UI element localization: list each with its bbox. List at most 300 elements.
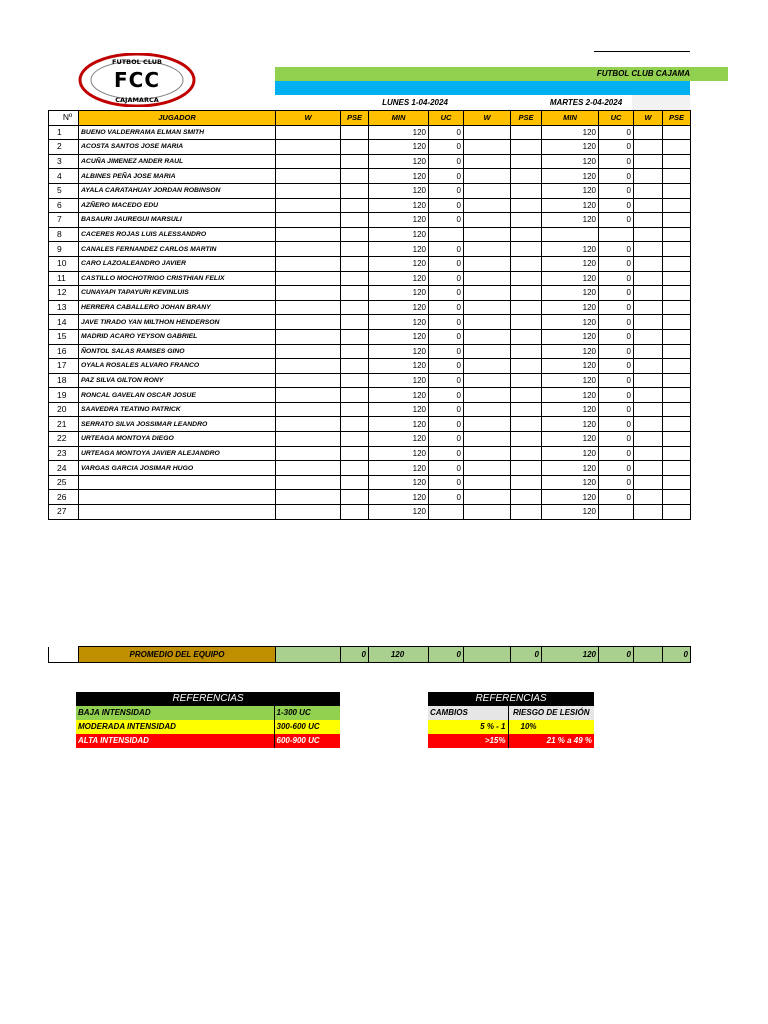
min-day2-cell: 120 [542,402,599,417]
pse-day1-cell [341,402,369,417]
club-title: FUTBOL CLUB CAJAMA [596,69,690,78]
average-w-day2 [464,647,511,663]
min-day1-cell: 120 [369,169,429,184]
table-row [49,475,691,490]
average-pse-day3: 0 [663,647,691,663]
w-day3-cell [634,227,663,242]
player-number: 11 [49,271,79,286]
min-day1-cell: 120 [369,183,429,198]
risk-header-row [428,706,594,720]
pse-day1-cell [341,242,369,257]
min-day2-cell: 120 [542,388,599,403]
pse-day1-cell [341,432,369,447]
pse-day2-cell [511,417,542,432]
min-day1-cell: 120 [369,505,429,520]
w-day1-cell [276,359,341,374]
intensity-range: 600-900 UC [276,736,320,745]
w-day2-cell [464,417,511,432]
w-day1-cell [276,169,341,184]
player-number: 12 [49,286,79,301]
average-blank-cell [49,647,79,663]
min-day1-cell: 120 [369,198,429,213]
w-day3-cell [634,286,663,301]
min-day2-cell: 120 [542,140,599,155]
player-number: 13 [49,300,79,315]
header-pse-day2: PSE [511,111,542,126]
pse-day2-cell [511,359,542,374]
min-day1-cell: 120 [369,446,429,461]
w-day2-cell [464,300,511,315]
uc-day1-cell [429,505,464,520]
pse-day2-cell [511,505,542,520]
table-row [49,198,691,213]
average-pse-day1: 0 [341,647,369,663]
header-pse-day3: PSE [663,111,691,126]
player-name: SERRATO SILVA JOSSIMAR LEANDRO [79,417,276,432]
min-day2-cell: 120 [542,125,599,140]
min-day1-cell: 120 [369,271,429,286]
risk-changes: 5 % - 1 [428,720,508,734]
player-number: 10 [49,256,79,271]
min-day1-cell: 120 [369,490,429,505]
team-average-row [48,646,691,663]
player-number: 23 [49,446,79,461]
uc-day1-cell: 0 [429,213,464,228]
min-day1-cell: 120 [369,461,429,476]
pse-day1-cell [341,256,369,271]
pse-day2-cell [511,198,542,213]
risk-changes: >15% [428,734,508,748]
min-day2-cell [542,227,599,242]
table-row [49,125,691,140]
pse-day2-cell [511,388,542,403]
risk-reference-title: REFERENCIAS [428,692,594,706]
w-day1-cell [276,417,341,432]
player-number: 25 [49,475,79,490]
min-day1-cell: 120 [369,359,429,374]
uc-day1-cell: 0 [429,256,464,271]
uc-day2-cell: 0 [599,213,634,228]
pse-day2-cell [511,461,542,476]
player-number: 24 [49,461,79,476]
table-row [49,256,691,271]
pse-day2-cell [511,169,542,184]
player-number: 6 [49,198,79,213]
pse-day3-cell [663,490,691,505]
player-name: CANALES FERNANDEZ CARLOS MARTIN [79,242,276,257]
w-day2-cell [464,213,511,228]
player-number: 19 [49,388,79,403]
player-number: 8 [49,227,79,242]
header-player: JUGADOR [79,111,276,126]
pse-day3-cell [663,373,691,388]
min-day2-cell: 120 [542,169,599,184]
average-pse-day2: 0 [511,647,542,663]
table-row [49,432,691,447]
pse-day1-cell [341,169,369,184]
w-day2-cell [464,242,511,257]
player-number: 3 [49,154,79,169]
min-day2-cell: 120 [542,417,599,432]
pse-day3-cell [663,505,691,520]
min-day2-cell: 120 [542,505,599,520]
pse-day3-cell [663,388,691,403]
pse-day1-cell [341,125,369,140]
uc-day1-cell: 0 [429,198,464,213]
pse-day2-cell [511,373,542,388]
w-day3-cell [634,242,663,257]
average-uc-day2: 0 [599,647,634,663]
player-number: 27 [49,505,79,520]
uc-day2-cell: 0 [599,359,634,374]
pse-day1-cell [341,286,369,301]
intensity-row-low [76,706,340,720]
w-day3-cell [634,213,663,228]
w-day1-cell [276,286,341,301]
min-day2-cell: 120 [542,359,599,374]
pse-day2-cell [511,475,542,490]
injury-risk-reference-table [428,692,594,748]
pse-day3-cell [663,286,691,301]
w-day2-cell [464,490,511,505]
uc-day1-cell: 0 [429,344,464,359]
table-row [49,388,691,403]
w-day2-cell [464,271,511,286]
table-row [49,169,691,184]
pse-day2-cell [511,329,542,344]
table-row [49,461,691,476]
player-name: ACOSTA SANTOS JOSE MARIA [79,140,276,155]
pse-day3-cell [663,461,691,476]
uc-day1-cell: 0 [429,359,464,374]
player-name: MADRID ACARO YEYSON GABRIEL [79,329,276,344]
uc-day1-cell: 0 [429,446,464,461]
pse-day3-cell [663,140,691,155]
w-day1-cell [276,300,341,315]
min-day2-cell: 120 [542,461,599,476]
min-day1-cell: 120 [369,402,429,417]
pse-day1-cell [341,490,369,505]
header-uc-day1: UC [429,111,464,126]
player-name: ÑONTOL SALAS RAMSES GINO [79,344,276,359]
w-day3-cell [634,140,663,155]
header-w-day2: W [464,111,511,126]
risk-row-high [428,734,594,748]
table-row [49,446,691,461]
uc-day2-cell: 0 [599,417,634,432]
player-name: CUNAYAPI TAPAYURI KEVINLUIS [79,286,276,301]
uc-day2-cell [599,227,634,242]
player-name [79,490,276,505]
pse-day2-cell [511,242,542,257]
w-day3-cell [634,329,663,344]
player-name: CASTILLO MOCHOTRIGO CRISTHIAN FELIX [79,271,276,286]
w-day1-cell [276,140,341,155]
pse-day2-cell [511,140,542,155]
min-day2-cell: 120 [542,300,599,315]
w-day3-cell [634,169,663,184]
pse-day3-cell [663,271,691,286]
pse-day1-cell [341,505,369,520]
header-uc-day2: UC [599,111,634,126]
pse-day2-cell [511,213,542,228]
player-name: OYALA ROSALES ALVARO FRANCO [79,359,276,374]
pse-day3-cell [663,329,691,344]
w-day2-cell [464,461,511,476]
player-name: AZÑERO MACEDO EDU [79,198,276,213]
min-day2-cell: 120 [542,475,599,490]
min-day1-cell: 120 [369,432,429,447]
min-day2-cell: 120 [542,446,599,461]
player-number: 7 [49,213,79,228]
w-day1-cell [276,256,341,271]
pse-day1-cell [341,461,369,476]
table-row [49,402,691,417]
w-day3-cell [634,183,663,198]
player-number: 1 [49,125,79,140]
uc-day2-cell: 0 [599,461,634,476]
uc-day1-cell: 0 [429,183,464,198]
top-rule-line [594,51,690,52]
uc-day1-cell: 0 [429,432,464,447]
min-day1-cell: 120 [369,213,429,228]
table-row [49,140,691,155]
player-name [79,505,276,520]
table-row [49,329,691,344]
average-min-day2: 120 [542,647,599,663]
min-day2-cell: 120 [542,286,599,301]
uc-day2-cell: 0 [599,388,634,403]
pse-day1-cell [341,271,369,286]
player-number: 26 [49,490,79,505]
day1-header: LUNES 1-04-2024 [382,98,448,107]
w-day2-cell [464,432,511,447]
min-day1-cell: 120 [369,388,429,403]
min-day1-cell: 120 [369,286,429,301]
w-day1-cell [276,402,341,417]
w-day1-cell [276,446,341,461]
pse-day3-cell [663,227,691,242]
pse-day2-cell [511,183,542,198]
table-row [49,315,691,330]
player-name: JAVE TIRADO YAN MILTHON HENDERSON [79,315,276,330]
pse-day2-cell [511,315,542,330]
w-day1-cell [276,505,341,520]
w-day2-cell [464,446,511,461]
table-row [49,300,691,315]
min-day2-cell: 120 [542,213,599,228]
pse-day2-cell [511,490,542,505]
w-day1-cell [276,329,341,344]
header-pse-day1: PSE [341,111,369,126]
min-day1-cell: 120 [369,125,429,140]
w-day3-cell [634,271,663,286]
intensity-label: ALTA INTENSIDAD [76,734,274,748]
pse-day1-cell [341,183,369,198]
uc-day2-cell: 0 [599,286,634,301]
header-w-day1: W [276,111,341,126]
w-day1-cell [276,125,341,140]
w-day3-cell [634,402,663,417]
pse-day1-cell [341,388,369,403]
min-day1-cell: 120 [369,329,429,344]
uc-day2-cell: 0 [599,373,634,388]
pse-day2-cell [511,402,542,417]
min-day1-cell: 120 [369,256,429,271]
min-day2-cell: 120 [542,490,599,505]
table-row [49,227,691,242]
w-day2-cell [464,154,511,169]
w-day2-cell [464,344,511,359]
risk-col-risk: RIESGO DE LESIÓN [513,708,590,717]
player-number: 17 [49,359,79,374]
pse-day1-cell [341,446,369,461]
w-day3-cell [634,125,663,140]
min-day1-cell: 120 [369,154,429,169]
header-min-day1: MIN [369,111,429,126]
player-name: CARO LAZOALEANDRO JAVIER [79,256,276,271]
w-day1-cell [276,373,341,388]
player-number: 15 [49,329,79,344]
player-load-table [48,110,691,520]
uc-day2-cell: 0 [599,125,634,140]
w-day3-cell [634,198,663,213]
pse-day3-cell [663,475,691,490]
intensity-label: BAJA INTENSIDAD [76,706,274,720]
pse-day1-cell [341,154,369,169]
table-row [49,490,691,505]
header-no: Nº [49,111,79,126]
uc-day1-cell: 0 [429,461,464,476]
uc-day1-cell: 0 [429,388,464,403]
player-number: 9 [49,242,79,257]
min-day1-cell: 120 [369,140,429,155]
pse-day2-cell [511,154,542,169]
uc-day2-cell: 0 [599,169,634,184]
uc-day1-cell: 0 [429,300,464,315]
logo-bottom-text: CAJAMARCA [115,96,159,104]
logo-top-text: FUTBOL CLUB [112,58,162,66]
pse-day3-cell [663,432,691,447]
player-name: BUENO VALDERRAMA ELMAN SMITH [79,125,276,140]
w-day2-cell [464,329,511,344]
uc-day1-cell: 0 [429,490,464,505]
w-day3-cell [634,300,663,315]
player-name: AYALA CARATAHUAY JORDAN ROBINSON [79,183,276,198]
w-day3-cell [634,373,663,388]
pse-day2-cell [511,344,542,359]
min-day2-cell: 120 [542,432,599,447]
w-day3-cell [634,344,663,359]
uc-day2-cell: 0 [599,344,634,359]
uc-day2-cell: 0 [599,140,634,155]
player-number: 5 [49,183,79,198]
pse-day1-cell [341,140,369,155]
pse-day1-cell [341,344,369,359]
uc-day1-cell: 0 [429,417,464,432]
w-day3-cell [634,432,663,447]
uc-day1-cell: 0 [429,286,464,301]
pse-day3-cell [663,154,691,169]
w-day2-cell [464,140,511,155]
header-min-day2: MIN [542,111,599,126]
uc-day2-cell: 0 [599,256,634,271]
table-row [49,183,691,198]
pse-day3-cell [663,183,691,198]
pse-day1-cell [341,373,369,388]
w-day2-cell [464,373,511,388]
uc-day1-cell: 0 [429,154,464,169]
table-row [49,344,691,359]
pse-day2-cell [511,271,542,286]
player-name: URTEAGA MONTOYA DIEGO [79,432,276,447]
w-day2-cell [464,505,511,520]
table-row [49,286,691,301]
uc-day1-cell: 0 [429,125,464,140]
uc-day2-cell: 0 [599,271,634,286]
intensity-row-moderate [76,720,340,734]
table-row [49,154,691,169]
uc-day2-cell [599,505,634,520]
min-day1-cell: 120 [369,475,429,490]
min-day2-cell: 120 [542,315,599,330]
min-day2-cell: 120 [542,256,599,271]
pse-day3-cell [663,213,691,228]
min-day1-cell: 120 [369,315,429,330]
min-day1-cell: 120 [369,242,429,257]
w-day2-cell [464,286,511,301]
pse-day2-cell [511,227,542,242]
w-day1-cell [276,388,341,403]
pse-day3-cell [663,242,691,257]
w-day3-cell [634,446,663,461]
w-day2-cell [464,198,511,213]
pse-day3-cell [663,198,691,213]
player-number: 2 [49,140,79,155]
day3-header-shade [632,95,690,110]
min-day1-cell: 120 [369,227,429,242]
min-day1-cell: 120 [369,300,429,315]
player-name: ALBINES PEÑA JOSE MARIA [79,169,276,184]
table-row [49,271,691,286]
pse-day2-cell [511,300,542,315]
w-day3-cell [634,505,663,520]
pse-day3-cell [663,125,691,140]
player-number: 16 [49,344,79,359]
intensity-reference-title: REFERENCIAS [76,692,340,706]
header-w-day3: W [634,111,663,126]
min-day1-cell: 120 [369,417,429,432]
uc-day1-cell: 0 [429,329,464,344]
min-day2-cell: 120 [542,198,599,213]
pse-day1-cell [341,198,369,213]
player-name: VARGAS GARCIA JOSIMAR HUGO [79,461,276,476]
pse-day2-cell [511,432,542,447]
player-number: 22 [49,432,79,447]
pse-day1-cell [341,417,369,432]
w-day1-cell [276,475,341,490]
w-day1-cell [276,183,341,198]
player-number: 14 [49,315,79,330]
logo-initials: FCC [113,68,161,92]
w-day3-cell [634,315,663,330]
w-day1-cell [276,490,341,505]
pse-day1-cell [341,300,369,315]
pse-day3-cell [663,417,691,432]
min-day2-cell: 120 [542,242,599,257]
table-row [49,359,691,374]
uc-day2-cell: 0 [599,242,634,257]
